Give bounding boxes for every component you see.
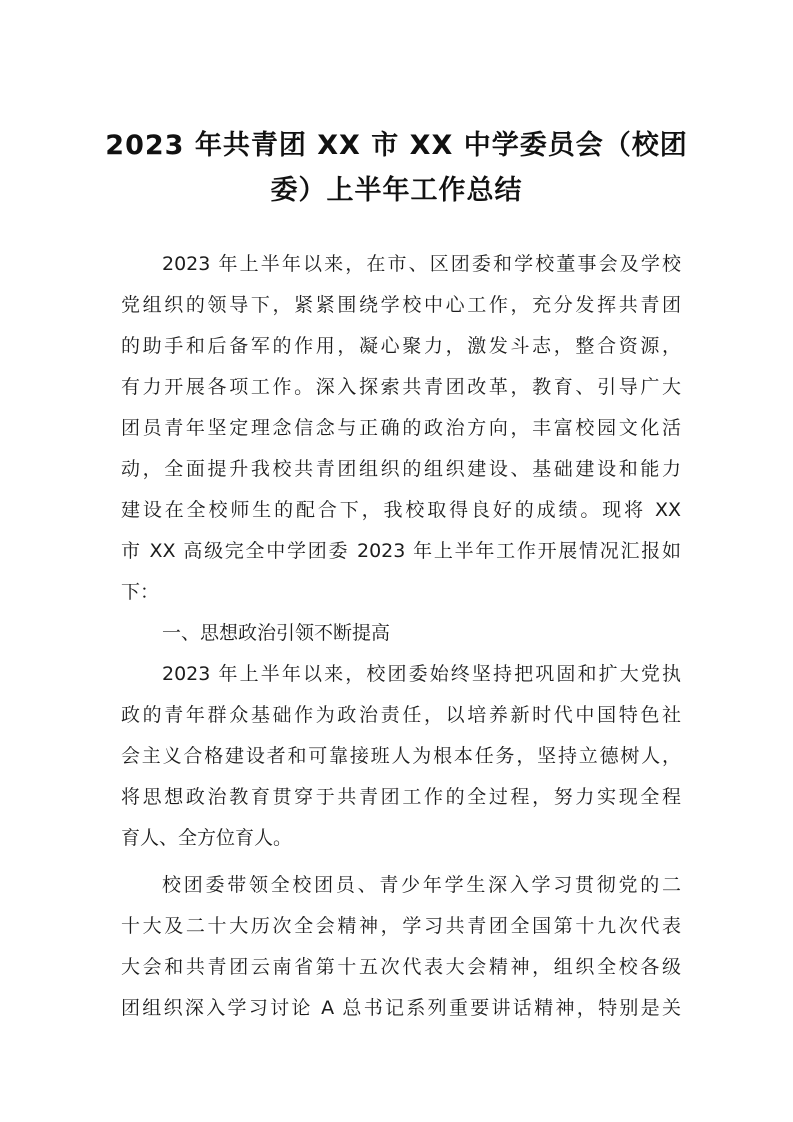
document-title-line-2: 委）上半年工作总结 [270, 175, 523, 206]
paragraph-line: 十大及二十大历次全会精神，学习共青团全国第十九次代表 [121, 915, 681, 937]
paragraph-line: 下： [121, 581, 160, 603]
paragraph-line: 政的青年群众基础作为政治责任，以培养新时代中国特色社 [121, 704, 681, 726]
paragraph-line: 团组织深入学习讨论 A 总书记系列重要讲话精神，特别是关 [121, 997, 681, 1019]
paragraph-line: 党组织的领导下，紧紧围绕学校中心工作，充分发挥共青团 [121, 294, 681, 316]
paragraph-line: 建设在全校师生的配合下，我校取得良好的成绩。现将 XX [121, 499, 681, 521]
paragraph-line: 育人、全方位育人。 [121, 827, 293, 849]
paragraph-line: 2023 年上半年以来，校团委始终坚持把巩固和扩大党执 [162, 663, 681, 685]
paragraph-line: 的助手和后备军的作用，凝心聚力，激发斗志，整合资源， [121, 335, 681, 357]
document-title-line-1: 2023 年共青团 XX 市 XX 中学委员会（校团 [105, 130, 688, 161]
paragraph-line: 市 XX 高级完全中学团委 2023 年上半年工作开展情况汇报如 [121, 540, 681, 562]
paragraph-line: 会主义合格建设者和可靠接班人为根本任务，坚持立德树人， [121, 745, 681, 767]
paragraph-line: 团员青年坚定理念信念与正确的政治方向，丰富校园文化活 [121, 417, 681, 439]
paragraph-line: 大会和共青团云南省第十五次代表大会精神，组织全校各级 [121, 956, 681, 978]
paragraph-line: 有力开展各项工作。深入探索共青团改革，教育、引导广大 [121, 376, 681, 398]
paragraph-line: 2023 年上半年以来，在市、区团委和学校董事会及学校 [162, 253, 681, 275]
paragraph-line: 动，全面提升我校共青团组织的组织建设、基础建设和能力 [121, 458, 681, 480]
section-heading: 一、思想政治引领不断提高 [162, 622, 391, 644]
paragraph-line: 校团委带领全校团员、青少年学生深入学习贯彻党的二 [162, 874, 681, 896]
paragraph-line: 将思想政治教育贯穿于共青团工作的全过程，努力实现全程 [121, 786, 681, 808]
